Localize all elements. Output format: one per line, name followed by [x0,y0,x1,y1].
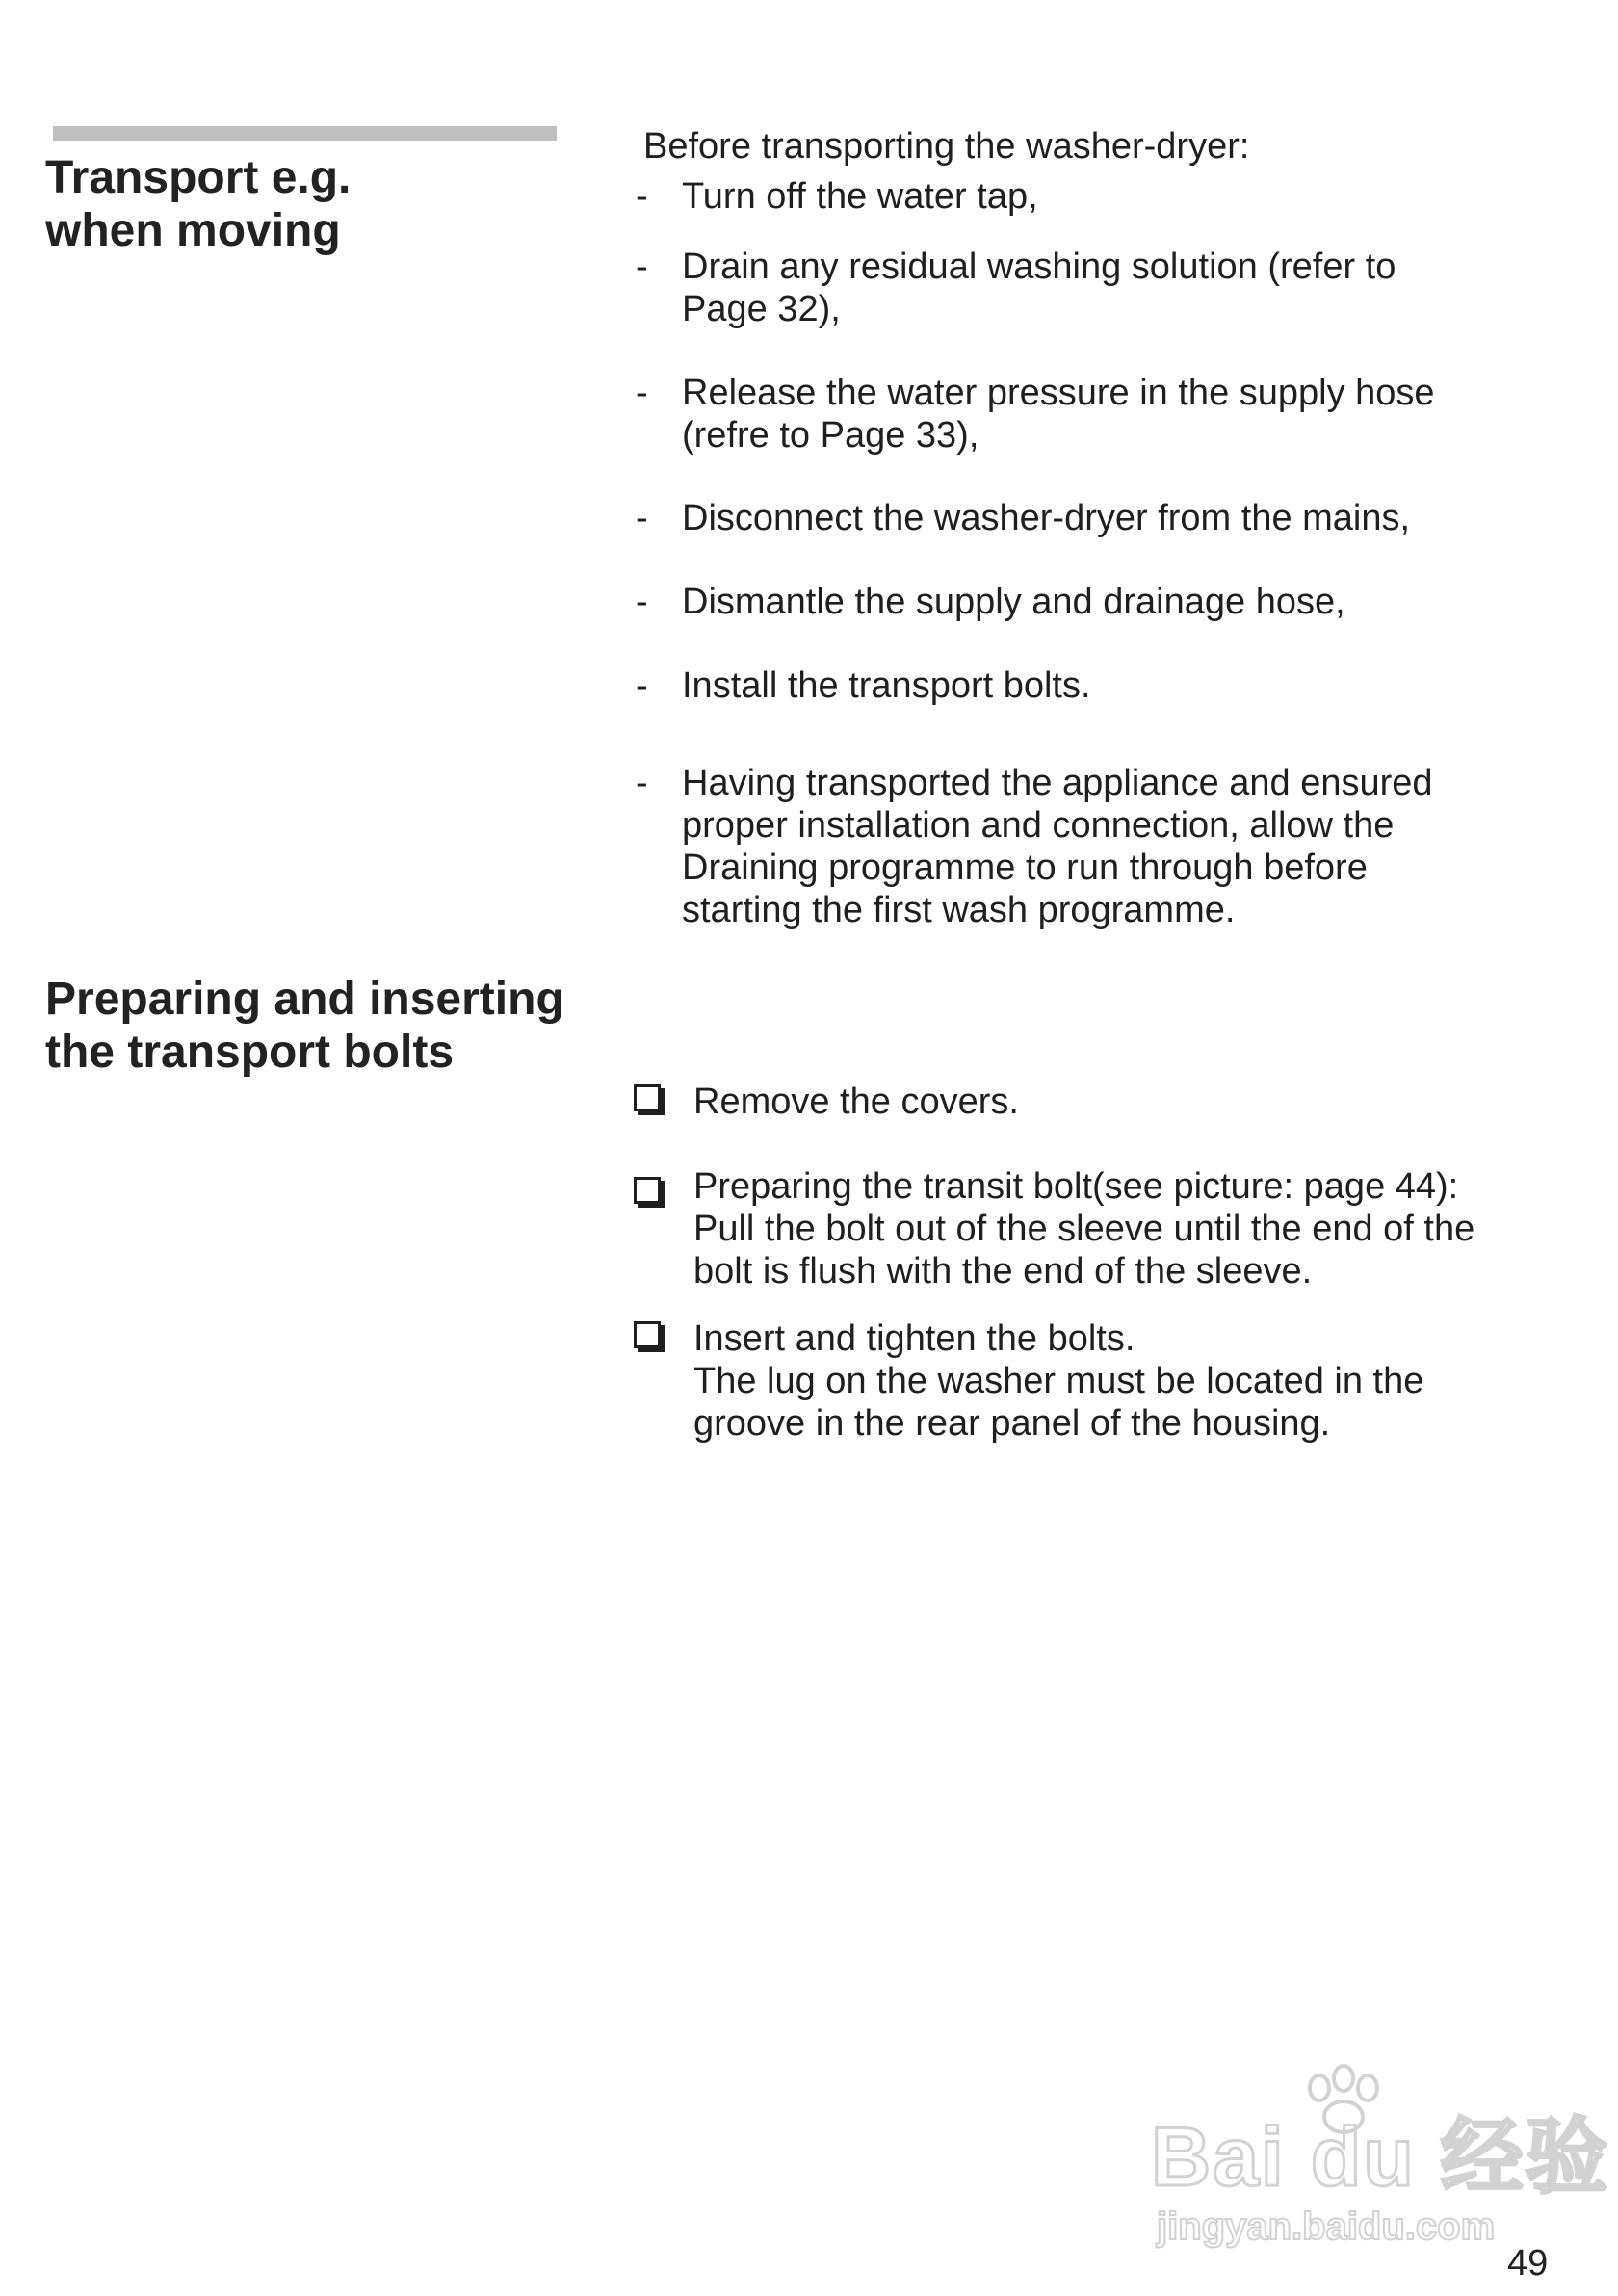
dash-marker: - [636,582,648,622]
checkbox-icon [634,1321,661,1348]
dash-marker: - [636,176,648,217]
heading-line: Preparing and inserting [45,974,564,1025]
list-item-text: Turn off the water tap, [682,176,1038,217]
dash-marker: - [636,498,648,538]
transport-bolts-heading [45,973,585,1079]
dash-marker: - [636,763,648,803]
dash-marker: - [636,247,648,287]
list-item-text: Draining programme to run through before [682,848,1368,888]
dash-marker: - [636,665,648,706]
list-item-text: Dismantle the supply and drainage hose, [682,582,1345,622]
list-item-text: Disconnect the washer-dryer from the mains, [682,498,1411,538]
list-item-text: Having transported the appliance and ensured [682,763,1433,803]
section-divider-bar [53,126,557,141]
list-item-text: Page 32), [682,289,841,329]
transport-heading [45,151,585,257]
heading-line: when moving [45,205,341,256]
dash-marker: - [636,373,648,413]
step-text: bolt is flush with the end of the sleeve. [693,1251,1313,1292]
baidu-watermark [1151,2061,1610,2254]
heading-line: Transport e.g. [45,152,352,203]
list-item-text: (refre to Page 33), [682,415,979,456]
watermark-logo: Bai du 经验 [1151,2111,1610,2204]
step-text: Remove the covers. [693,1082,1019,1122]
list-item-text: starting the first wash programme. [682,890,1236,930]
checkbox-icon [634,1177,661,1204]
list-item-text: proper installation and connection, allow the [682,805,1395,846]
checkbox-icon [634,1084,661,1111]
list-item-text: Install the transport bolts. [682,665,1091,706]
list-item-text: Drain any residual washing solution (refer to [682,247,1396,287]
step-text: The lug on the washer must be located in the [693,1361,1424,1401]
step-text: Preparing the transit bolt(see picture: page 44): [693,1166,1459,1207]
list-item-text: Release the water pressure in the supply hose [682,373,1435,413]
step-text: groove in the rear panel of the housing. [693,1403,1331,1444]
transport-intro: Before transporting the washer-dryer: [643,126,1250,167]
step-text: Pull the bolt out of the sleeve until the end of the [693,1209,1475,1249]
page-number: 49 [1507,2243,1549,2283]
heading-line: the transport bolts [45,1027,455,1078]
watermark-url: jingyan.baidu.com [1157,2205,1496,2248]
step-text: Insert and tighten the bolts. [693,1318,1135,1359]
